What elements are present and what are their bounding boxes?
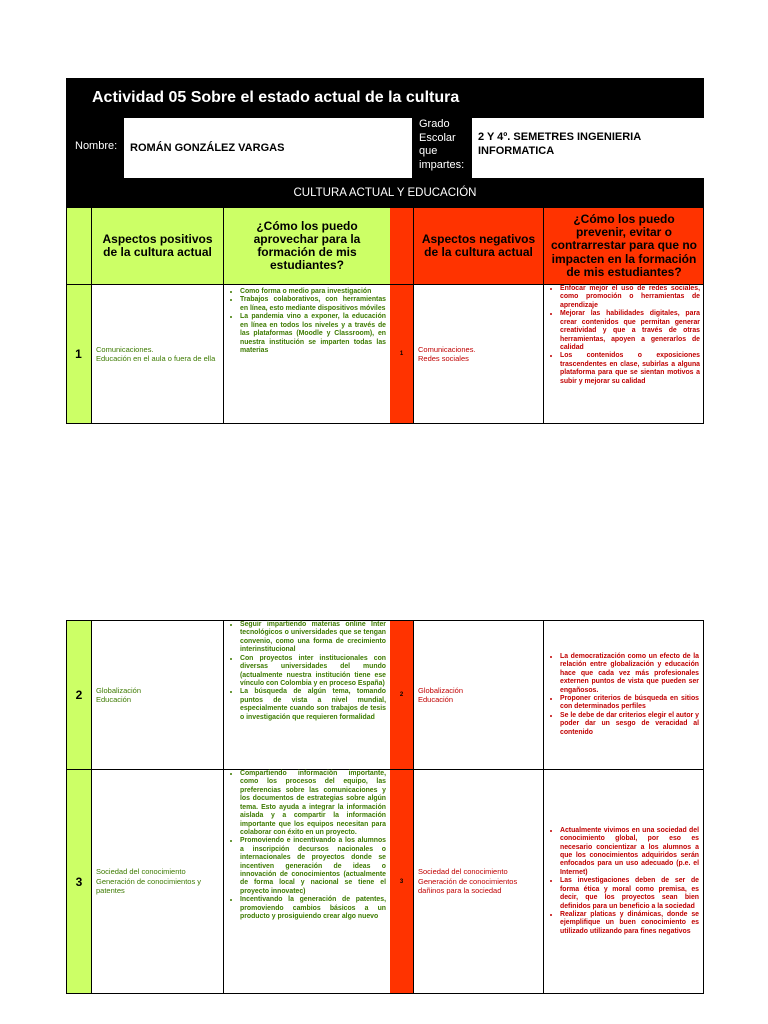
row-2-aprov-item: • Seguir impartiendo materias online Inter tecnológicos o universidades que se tengan convenio, como una forma de crecimiento interinstitucional bbox=[240, 621, 386, 655]
row-2-aprovechar bbox=[224, 621, 390, 769]
row-3-prev-item: • Las investigaciones deben de ser de forma ética y moral como premisa, es decir, que los proyectos sean bien definidos para un beneficio a la sociedad bbox=[560, 877, 699, 911]
row-3-number: 3 bbox=[67, 770, 92, 993]
grado-value bbox=[472, 118, 704, 178]
row-2-aprov-item: • La búsqueda de algún tema, tomando puntos de vista a nivel mundial, especialmente cuando son trabajos de tesis o investigación que requieren formalidad bbox=[240, 688, 386, 722]
row-1-prevenir bbox=[544, 285, 704, 423]
activity-title: Actividad 05 Sobre el estado actual de la cultura bbox=[66, 78, 704, 118]
row-3-negativo bbox=[414, 770, 544, 993]
row-3-neg-title: Sociedad del conocimiento bbox=[418, 867, 508, 877]
row-3-aprov-item: • Promoviendo e incentivando a los alumnos a inscripción decursos nacionales o internacionales de proyectos donde se incentiven generación de ideas o innovación de conocimientos (actualmente de forma local y nacional se tiene el proyecto innovatec) bbox=[240, 837, 386, 896]
header-aprovechar: ¿Cómo los puedo aprovechar para la formación de mis estudiantes? bbox=[224, 208, 390, 284]
row-1-positivo bbox=[92, 285, 224, 423]
row-2-positivo bbox=[92, 621, 224, 769]
row-1-prev-item: • Enfocar mejor el uso de redes sociales, como promoción o herramientas de aprendizaje bbox=[560, 285, 700, 310]
row-2-prev-item: • La democratización como un efecto de la relación entre globalización y educación hace que cada vez más profesionales externen puntos de vista que pueden ser engañosos. bbox=[560, 653, 699, 695]
row-3-pos-title: Sociedad del conocimiento bbox=[96, 867, 186, 877]
row-2-neg-sub: Educación bbox=[418, 695, 454, 704]
row-2-neg-number: 2 bbox=[390, 621, 414, 769]
row-1-pos-title: Comunicaciones. bbox=[96, 344, 154, 354]
row-3-aprov-item: • Incentivando la generación de patentes, promoviendo cambios básicos a un producto y prosiguiendo crear algo nuevo bbox=[240, 896, 386, 921]
row-2-number: 2 bbox=[67, 621, 92, 769]
row-1-aprov-item: • La pandemia vino a exponer, la educación en línea en todos los niveles y a través de las plataformas (Moodle y Classroom), en nuestra institución se imparten todas las materias bbox=[240, 313, 386, 355]
row-3-pos-sub: Generación de conocimientos y patentes bbox=[96, 876, 202, 896]
section-title: CULTURA ACTUAL Y EDUCACIÓN bbox=[293, 187, 477, 199]
top-table-left-border bbox=[66, 208, 67, 424]
row-3-neg-number: 3 bbox=[390, 770, 414, 993]
row-2-aprov-item: • Con proyectos inter institucionales con diversas universidades del mundo (actualmente nuestra institución tiene ese vínculo con Colombia y en proceso España) bbox=[240, 655, 386, 689]
grado-label bbox=[419, 118, 471, 172]
grado-line-3: que bbox=[419, 145, 438, 157]
row-3-prev-item: • Actualmente vivimos en una sociedad del conocimiento global, por eso es necesario concientizar a los alumnos a que los conocimientos adquiridos serán enfocados para un uso adecuado (p.e. el Internet) bbox=[560, 827, 699, 878]
row-2-prev-item: • Proponer criterios de búsqueda en sitios con determinados perfiles bbox=[560, 695, 699, 712]
nombre-text: ROMÁN GONZÁLEZ VARGAS bbox=[130, 142, 285, 154]
row-1-neg-sub: Redes sociales bbox=[418, 354, 469, 363]
nombre-label: Nombre: bbox=[75, 140, 118, 152]
header-positivos: Aspectos positivos de la cultura actual bbox=[92, 208, 224, 284]
row-1-negativo bbox=[414, 285, 544, 423]
top-table-right-border bbox=[703, 208, 704, 424]
section-bar bbox=[66, 178, 704, 208]
row-3-aprovechar bbox=[224, 770, 390, 993]
row-2-pos-title: Globalización bbox=[96, 685, 142, 695]
row-3-neg-sub: Generación de conocimientos dañinos para la sociedad bbox=[418, 876, 518, 896]
row-2-neg-title: Globalización bbox=[418, 685, 464, 695]
row-1-neg-number: 1 bbox=[390, 285, 414, 423]
row-2-prev-item: • Se le debe de dar criterios elegir el autor y poder dar un sesgo de veracidad al contenido bbox=[560, 712, 699, 737]
grado-text: 2 Y 4º. SEMETRES INGENIERIA INFORMATICA bbox=[478, 131, 641, 157]
row-1-aprov-item: • Como forma o medio para investigación bbox=[240, 288, 386, 296]
grado-line-2: Escolar bbox=[419, 131, 456, 144]
header-num-col bbox=[66, 208, 92, 284]
header-negativos: Aspectos negativos de la cultura actual bbox=[414, 208, 544, 284]
row-1-prev-item: • Mejorar las habilidades digitales, para crear contenidos que permitan generar creatividad y que a través de otras herramientas, apoyen a generarlos de calidad bbox=[560, 310, 700, 352]
grado-line-4: impartes: bbox=[419, 158, 465, 171]
row-1-prev-item: • Los contenidos o exposiciones trascendentes en clase, subirlas a alguna plataforma para que se sientan motivos a subir y mejorar su calidad bbox=[560, 352, 700, 386]
row-1-pos-sub: Educación en el aula o fuera de ella bbox=[96, 354, 216, 363]
nombre-value bbox=[124, 118, 412, 178]
grado-line-1: Grado bbox=[419, 118, 450, 130]
row-1-aprovechar bbox=[224, 288, 390, 422]
row-3-prev-item: • Realizar platicas y dinámicas, donde se ejemplifique un buen conocimiento es utilizado utilizando para fines negativos bbox=[560, 911, 699, 936]
row-1-number: 1 bbox=[66, 285, 92, 423]
row-1-neg-title: Comunicaciones. bbox=[418, 344, 476, 354]
row-3-aprov-item: • Compartiendo información importante, como los procesos del equipo, las preferencias sobre las comunicaciones y los documentos de estrategias sobre algún tema. Esto ayuda a integrar la información aislada y a compartir la información importante que los equipos necesitan para colaborar con éxito en un proyecto. bbox=[240, 770, 386, 837]
row-3-prevenir bbox=[544, 770, 703, 993]
row-1-aprov-item: • Trabajos colaborativos, con herramientas en línea, esto mediante dispositivos móviles bbox=[240, 296, 386, 313]
row-2-prevenir bbox=[544, 621, 703, 769]
header-prevenir: ¿Cómo los puedo prevenir, evitar o contrarrestar para que no impacten en la formación de mis estudiantes? bbox=[544, 208, 704, 284]
header-neg-num-col bbox=[390, 208, 414, 284]
row-3-positivo bbox=[92, 770, 224, 993]
row-2-pos-sub: Educación bbox=[96, 695, 132, 704]
row-2-negativo bbox=[414, 621, 544, 769]
